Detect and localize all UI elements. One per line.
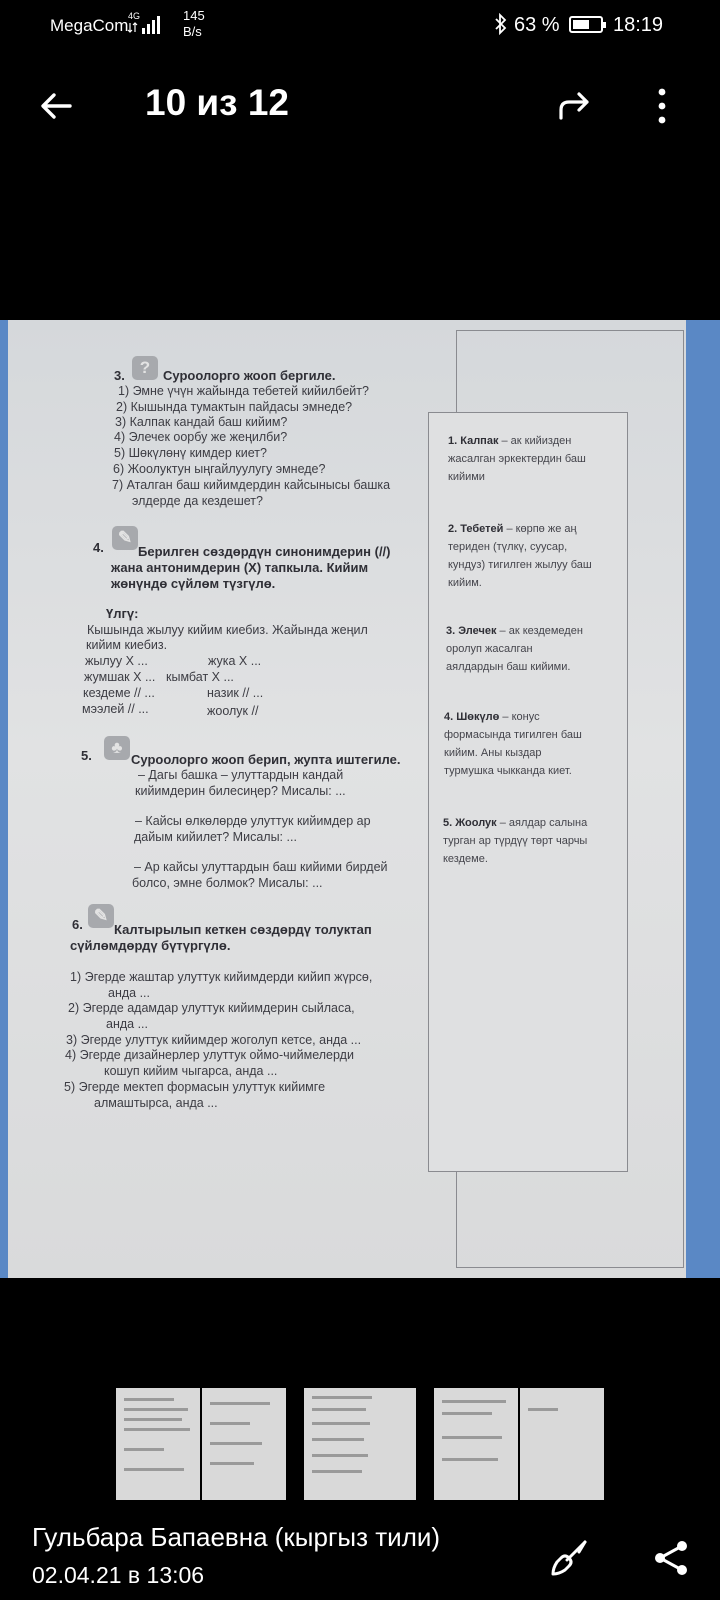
q4-title-line: Берилген сөздөрдүн синонимдерин (//) <box>138 544 391 559</box>
thumbnail[interactable] <box>520 1388 604 1500</box>
speed-value: 145 <box>183 8 205 23</box>
word-pair: назик // ... <box>207 686 264 700</box>
q6-item: 4) Эгерде дизайнерлер улуттук оймо-чиймелерди <box>65 1048 354 1062</box>
q5-line: болсо, эмне болмок? Мисалы: ... <box>132 876 323 890</box>
worksheet-page <box>8 320 686 1278</box>
pencil-icon: ✎ <box>112 526 138 550</box>
q6-item: 2) Эгерде адамдар улуттук кийимдерин сыйласа, <box>68 1001 355 1015</box>
thumbnail[interactable] <box>116 1388 200 1500</box>
q5-line: – Ар кайсы улуттардын баш кийими бирдей <box>134 860 388 874</box>
q5-number: 5. <box>81 748 92 763</box>
q6-item: 5) Эгерде мектеп формасын улуттук кийимге <box>64 1080 326 1094</box>
word-pair: кездеме // ... <box>83 686 155 700</box>
glossary-entry: 4. Шөкүлө – конус формасында тигилген баш кийим. Аны кыздар турмушка чыкканда киет. <box>444 711 582 777</box>
glossary-entry: 5. Жоолук – аялдар салына турган ар түрдүү төрт чарчы кездеме. <box>443 817 588 865</box>
glossary-term: 3. Элечек <box>446 625 497 637</box>
share-arrow-icon[interactable] <box>555 86 595 126</box>
question-icon: ? <box>132 356 158 380</box>
q5-line: кийимдерин билесиңер? Мисалы: ... <box>135 784 346 798</box>
q6-item: анда ... <box>108 986 150 1000</box>
word-pair: жылуу X ... <box>85 654 148 668</box>
battery-icon <box>569 16 603 33</box>
sender-name: Гульбара Бапаевна (кыргыз тили) <box>32 1522 441 1552</box>
status-bar <box>0 0 720 50</box>
example-line: кийим киебиз. <box>86 638 168 652</box>
q5-line: – Кайсы өлкөлөрдө улуттук кийимдер ар <box>135 814 371 828</box>
photo-viewer[interactable] <box>0 320 720 1278</box>
glossary-entry: 3. Элечек – ак кездемеден оролуп жасалган аялдардын баш кийими. <box>446 625 583 673</box>
q6-title-line: сүйлөмдөрдү бүтүргүлө. <box>70 938 231 953</box>
page-counter: 10 из 12 <box>145 82 290 123</box>
q3-item: элдерде да кездешет? <box>132 494 263 508</box>
network-speed <box>183 8 205 40</box>
bluetooth-icon <box>494 13 508 35</box>
glossary-term: 4. Шөкүлө <box>444 711 500 723</box>
q6-item: анда ... <box>106 1017 148 1031</box>
arrow-left-icon[interactable] <box>36 86 76 126</box>
q6-title-line: Калтырылып кеткен сөздөрдү толуктап <box>114 922 372 937</box>
q5-line: дайым кийилет? Мисалы: ... <box>134 830 297 844</box>
q6-item: алмаштырса, анда ... <box>94 1096 218 1110</box>
message-date: 02.04.21 в 13:06 <box>32 1562 205 1588</box>
glossary-entry: 1. Калпак – ак кийизден жасалган эркектердин баш кийими <box>448 435 586 483</box>
q3-item: 4) Элечек оорбу же жеңилби? <box>114 430 288 444</box>
q6-item: 3) Эгерде улуттук кийимдер жоголуп кетсе, анда ... <box>66 1033 362 1047</box>
word-pair: жоолук // <box>207 704 259 718</box>
battery-percent: 63 % <box>514 14 560 36</box>
q6-item: кошуп кийим чыгарса, анда ... <box>104 1064 278 1078</box>
network-type: 4G <box>128 11 141 21</box>
thumbnail-active[interactable] <box>304 1388 416 1500</box>
signal-icon <box>126 10 172 36</box>
clock: 18:19 <box>613 14 664 36</box>
q3-item: 7) Аталган баш кийимдердин кайсынысы башка <box>112 478 391 492</box>
pencil-icon: ✎ <box>88 904 114 928</box>
q6-item: 1) Эгерде жаштар улуттук кийимдерди кийип жүрсө, <box>70 970 373 984</box>
q3-item: 6) Жоолуктун ыңгайлуулугу эмнеде? <box>113 462 326 476</box>
q3-item: 5) Шөкүлөнү кимдер киет? <box>114 446 267 460</box>
thumbnail[interactable] <box>434 1388 518 1500</box>
speed-unit: B/s <box>183 24 202 39</box>
viewer-toolbar <box>0 70 720 140</box>
word-pair: жука X ... <box>208 654 262 668</box>
q5-title: Суроолорго жооп берип, жупта иштегиле. <box>131 752 401 767</box>
word-pair: жумшак X ... <box>84 670 156 684</box>
example-line: Кышында жылуу кийим киебиз. Жайында жеңил <box>87 623 368 637</box>
q3-item: 1) Эмне үчүн жайында тебетей кийилбейт? <box>118 384 369 398</box>
q5-line: – Дагы башка – улуттардын кандай <box>138 768 344 782</box>
share-icon[interactable] <box>651 1538 691 1578</box>
q4-title-line: жөнүндө сүйлөм түзгүлө. <box>111 576 276 591</box>
thumbnail[interactable] <box>202 1388 286 1500</box>
word-pair: кымбат X ... <box>166 670 234 684</box>
q6-number: 6. <box>72 917 83 932</box>
q4-title-line: жана антонимдерин (X) тапкыла. Кийим <box>111 560 369 575</box>
q3-title: Суроолорго жооп бергиле. <box>163 368 336 383</box>
carrier-name: MegaCom <box>50 16 129 35</box>
q3-item: 2) Кышында тумактын пайдасы эмнеде? <box>116 400 353 414</box>
thumbnail-strip <box>0 1388 720 1500</box>
brush-icon[interactable] <box>547 1536 591 1580</box>
message-footer <box>0 1508 720 1600</box>
pair-work-icon: ♣ <box>104 736 130 760</box>
more-vertical-icon[interactable] <box>654 86 670 126</box>
example-label: Үлгү: <box>106 606 139 621</box>
q3-item: 3) Калпак кандай баш кийим? <box>115 415 288 429</box>
glossary-term: 2. Тебетей <box>448 523 504 535</box>
q3-number: 3. <box>114 368 125 383</box>
glossary-term: 5. Жоолук <box>443 817 497 829</box>
word-pair: мээлей // ... <box>82 702 149 716</box>
glossary-term: 1. Калпак <box>448 435 499 447</box>
glossary-entry: 2. Тебетей – көрпө же аң териден (түлкү, суусар, кундуз) тигилген жылуу баш кийим. <box>448 523 592 589</box>
q4-number: 4. <box>93 540 104 555</box>
